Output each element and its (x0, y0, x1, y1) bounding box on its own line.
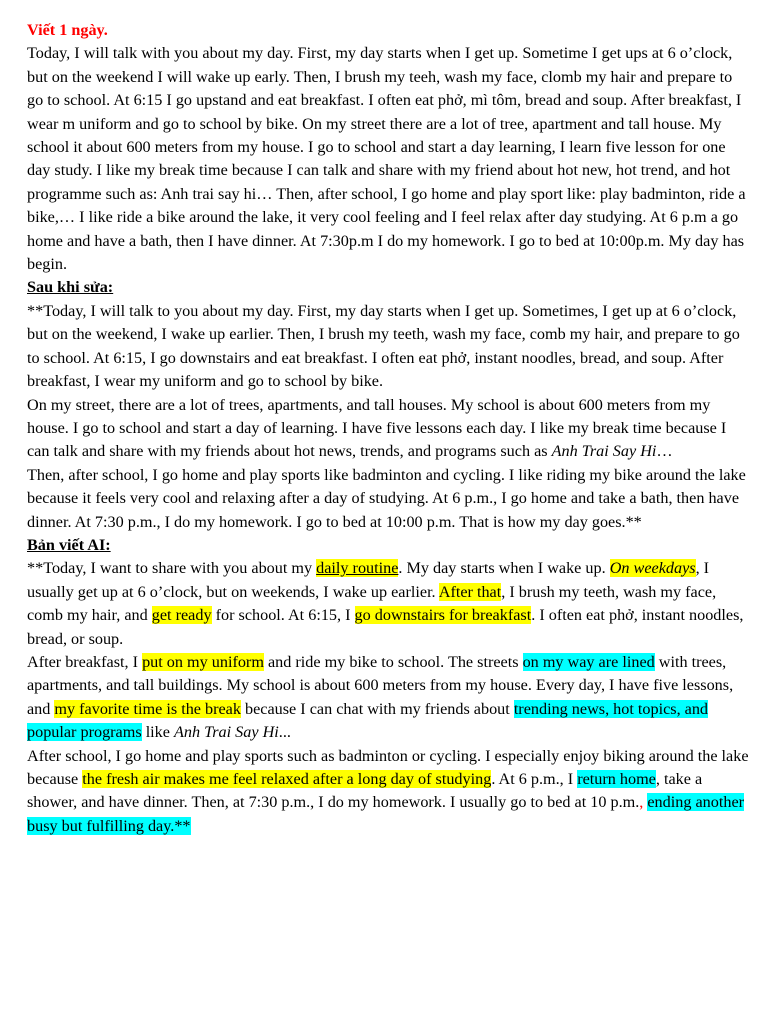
text-run: and ride my bike to school. The streets (263, 652, 523, 671)
italic-program-name: Anh Trai Say Hi (174, 723, 279, 742)
ai-paragraph-2 (27, 651, 749, 745)
corrected-paragraph-3: Then, after school, I go home and play sports like badminton and cycling. I like riding my bike around the lake because it feels very cool and relaxing after a day of studying. At 6 p.m., I go home and take a bath, then have dinner. At 7:30 p.m., I do my homework. I go to bed at 10:00 p.m. That is how my day goes.** (27, 465, 746, 531)
document-page (27, 19, 749, 838)
ai-paragraph-3 (27, 745, 749, 839)
corrected-heading: Sau khi sửa: (27, 278, 114, 297)
highlight-yellow: After that (438, 582, 502, 601)
text-run: . At 6 p.m., I (491, 770, 578, 788)
ai-paragraph-1 (27, 557, 749, 651)
text-run: ... (278, 723, 291, 742)
text-run: , take a shower, and have dinner. Then, at 7:30 p.m., I do my homework. I usually go to bed at 10 p.m. (27, 770, 703, 812)
text-run: because I can chat with my friends about (240, 699, 514, 718)
highlight-yellow: go downstairs for breakfast (354, 606, 532, 625)
corrected-paragraph-1: **Today, I will talk to you about my day. First, my day starts when I get up. Sometimes, I get up at 6 o’clock, but on the weekend, I wake up earlier. Then, I brush my teeth, wash my face, comb my hair, and prepare to go to school. At 6:15, I go downstairs and eat breakfast. I often eat phở, instant noodles, bread, and soup. After breakfast, I wear my uniform and go to school by bike. (27, 301, 740, 391)
ai-heading: Bản viết AI: (27, 535, 111, 554)
text-run: After school, I go home and play sports such as badminton or cycling. I especially enjoy biking around the lake because (27, 746, 749, 788)
italic-program-name: Anh Trai Say Hi (551, 442, 657, 461)
text-run: with trees, apartments, and tall buildings. My school is about 600 meters from my house. Every day, I have five lessons, and (27, 652, 734, 718)
text-run: After breakfast, I (27, 652, 143, 671)
highlight-cyan: trending news, hot topics, and popular programs (27, 699, 709, 742)
red-comma: , (639, 793, 644, 812)
highlight-yellow: daily routine (316, 559, 399, 578)
highlight-cyan: ending another busy but fulfilling day.** (27, 793, 745, 835)
text-run: for school. At 6:15, I (211, 606, 355, 625)
text-run: … (656, 442, 673, 461)
highlight-cyan: return home (577, 770, 656, 788)
highlight-yellow: my favorite time is the break (54, 699, 241, 718)
original-paragraph: Today, I will talk with you about my day. First, my day starts when I get up. Sometime I get ups at 6 o’clock, but on the weekend I will wake up early. Then, I brush my teeh, wash my face, clomb my hair and prepare to go to school. At 6:15 I go upstand and eat breakfast. I often eat phở, mì tôm, bread and soup. After breakfast, I wear m uniform and go to school by bike. On my street there are a lot of tree, apartment and tall house. My school it about 600 meters from my house. I go to school and start a day learning, I learn five lesson for one day study. I like my break time because I can talk and share with my friend about hot new, hot trend, and hot programme such as: Anh trai say hi… Then, after school, I go home and play sport like: play badminton, ride a bike,… I like ride a bike around the lake, it very cool feeling and I feel relax after day studying. At 6 p.m a go home and have a bath, then I have dinner. At 7:30p.m I do my homework. I go to bed at 10:00p.m. My day has begin. (27, 44, 746, 274)
document-title: Viết 1 ngày. (27, 21, 108, 39)
corrected-paragraph-2 (27, 394, 749, 464)
text-run: . My day starts when I wake up. (398, 559, 610, 578)
text-run: **Today, I want to share with you about my (27, 559, 317, 578)
highlight-cyan: on my way are lined (522, 652, 655, 671)
highlight-yellow: the fresh air makes me feel relaxed after a long day of studying (82, 770, 492, 788)
highlight-yellow: put on my uniform (142, 652, 264, 671)
highlight-yellow: On weekdays (609, 559, 696, 578)
highlight-yellow: get ready (151, 606, 212, 625)
text-run: On my street, there are a lot of trees, apartments, and tall houses. My school is about 600 meters from my house. I go to school and start a day of learning. I have five lessons each day. I like my break time because I can talk and share with my friends about hot news, trends, and programs such as (27, 395, 727, 461)
text-run: , I usually get up at 6 o’clock, but on weekends, I wake up earlier. (27, 559, 710, 601)
text-run: like (141, 723, 175, 742)
text-run: . I often eat phở, instant noodles, bread, or soup. (27, 606, 744, 648)
text-run: , I brush my teeth, wash my face, comb my hair, and (27, 582, 717, 625)
